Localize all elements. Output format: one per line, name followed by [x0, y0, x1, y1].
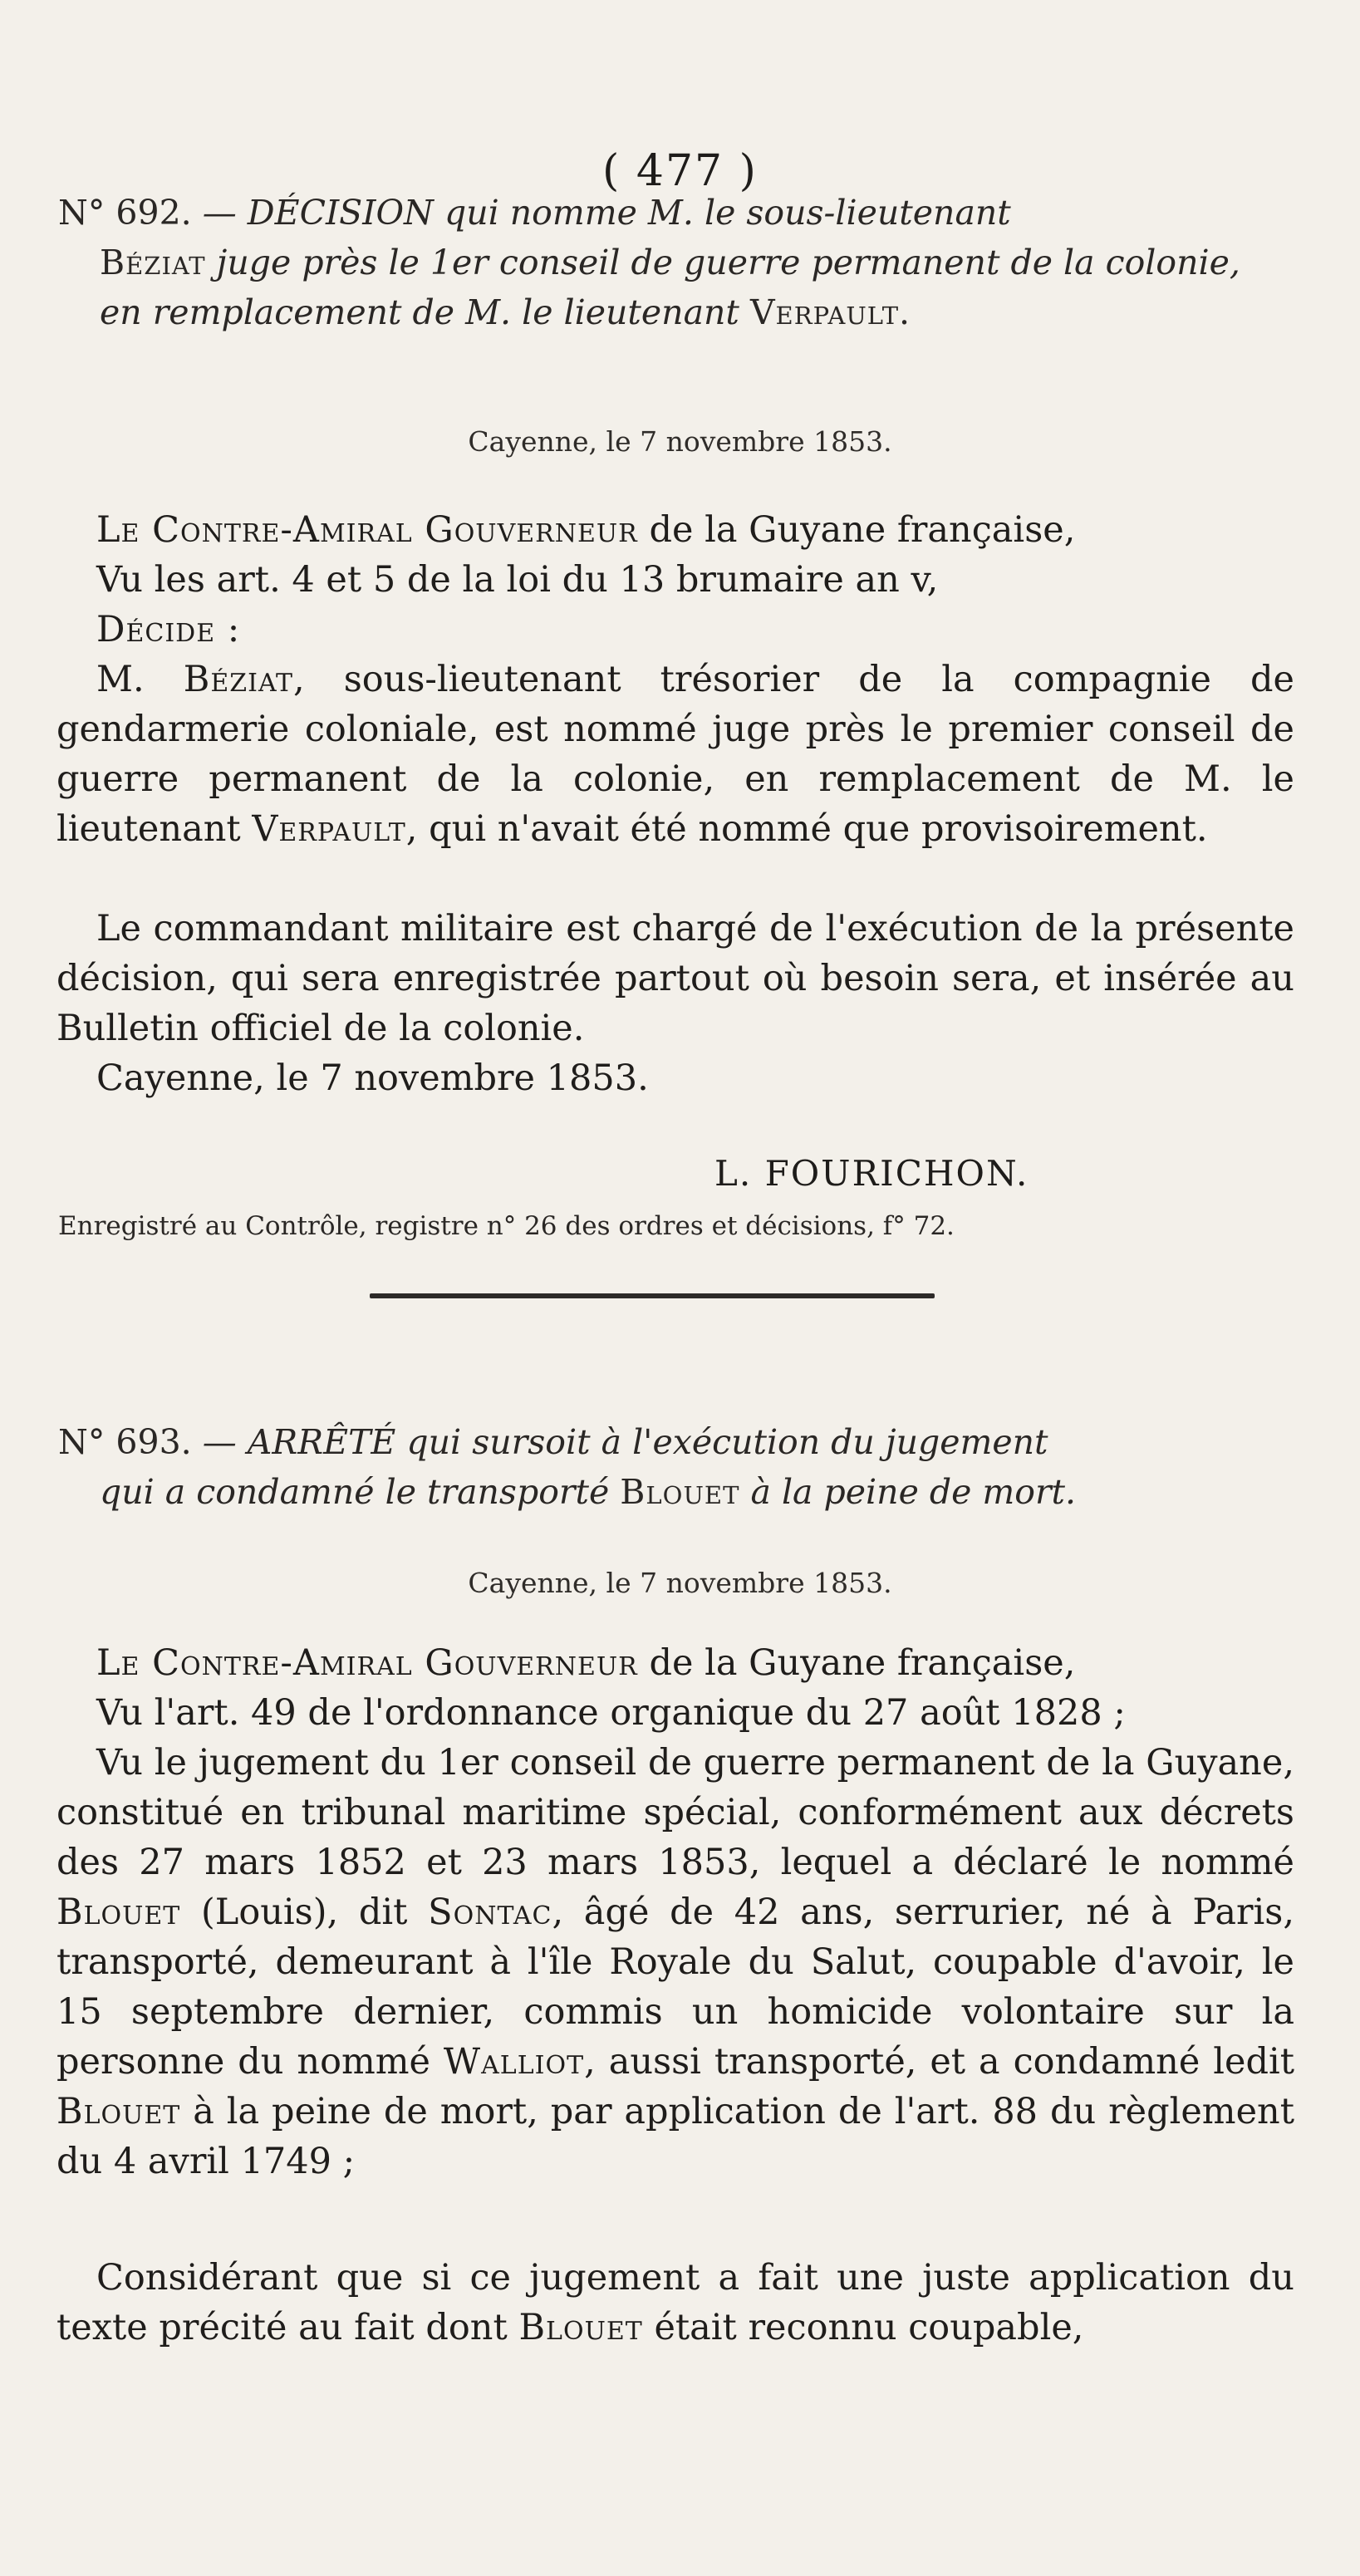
person-name: Blouet: [56, 2091, 181, 2132]
governor-line: Le Contre-Amiral Gouverneur de la Guyane française,: [96, 1642, 1076, 1684]
heading-text: qui a condamné le transporté: [100, 1472, 610, 1512]
person-name: Verpault: [252, 808, 406, 850]
decision-title: ARRÊTÉ: [247, 1422, 396, 1462]
decision-693-heading: [58, 1417, 1288, 1517]
heading-text: à la peine de mort.: [750, 1472, 1077, 1512]
person-name: Blouet: [56, 1892, 181, 1933]
person-name: Blouet: [620, 1472, 740, 1512]
heading-text: qui nomme M. le sous-lieutenant: [444, 193, 1011, 233]
decision-title: DÉCISION: [247, 193, 434, 233]
decision-date: Cayenne, le 7 novembre 1853.: [468, 425, 892, 458]
decide-line: Décide :: [96, 609, 241, 650]
heading-text: juge près le 1er conseil de guerre permanent de la: [216, 243, 1095, 282]
registration-note: Enregistré au Contrôle, registre n° 26 des ordres et décisions, f° 72.: [58, 1211, 955, 1241]
person-name: Béziat: [100, 243, 206, 282]
person-name: Walliot: [443, 2041, 585, 2083]
heading-text: colonie, en remplacement de M. le lieutenant: [100, 243, 1240, 332]
heading-text: qui sursoit à l'exécution du jugement: [406, 1422, 1048, 1462]
governor-title: Le Contre-Amiral Gouverneur: [96, 509, 638, 551]
vu-line: Vu les art. 4 et 5 de la loi du 13 brumaire an v,: [96, 559, 939, 601]
person-name: Verpault.: [749, 292, 911, 332]
vu-line: Vu l'art. 49 de l'ordonnance organique du 27 août 1828 ;: [96, 1692, 1126, 1734]
heading-dash: —: [202, 1422, 237, 1462]
decision-number: N° 693.: [58, 1422, 192, 1462]
execution-paragraph: Le commandant militaire est chargé de l'exécution de la présente décision, qui sera enregistrée partout où besoin sera, et insérée au Bulletin officiel de la colonie.: [56, 908, 1294, 1049]
judgment-paragraph: Vu le jugement du 1er conseil de guerre permanent de la Guyane, constitué en tribunal maritime spécial, conformément aux décrets des 27 mars 1852 et 23 mars 1853, lequel a déclaré le nommé Blouet (Louis), dit Sontac, âgé de 42 ans, serrurier, né à Paris, transporté, demeurant à l'île Royale du Salut, coupable d'avoir, le 15 septembre dernier, commis un homicide volontaire sur la personne du nommé Walliot, aussi transporté, et a condamné ledit Blouet à la peine de mort, par application de l'art. 88 du règlement du 4 avril 1749 ;: [56, 1742, 1295, 2182]
signature: L. FOURICHON.: [714, 1153, 1029, 1194]
person-name: Blouet: [518, 2307, 643, 2348]
governor-title: Le Contre-Amiral Gouverneur: [96, 1642, 638, 1684]
decision-body: M. Béziat, sous-lieutenant trésorier de la compagnie de gendarmerie coloniale, est nommé juge près le premier conseil de guerre permanent de la colonie, en remplacement de M. le lieutenant Verpault, qui n'avait été nommé que provisoirement.: [56, 659, 1295, 850]
governor-line: Le Contre-Amiral Gouverneur de la Guyane française,: [96, 509, 1076, 551]
person-name: Sontac: [428, 1892, 552, 1933]
page-number: ( 477 ): [602, 146, 758, 196]
considering-paragraph: Considérant que si ce jugement a fait une juste application du texte précité au fait dont Blouet était reconnu coupable,: [56, 2257, 1294, 2348]
person-name: Béziat: [183, 659, 293, 700]
decision-date: Cayenne, le 7 novembre 1853.: [468, 1567, 892, 1599]
section-divider: [370, 1293, 935, 1298]
heading-dash: —: [202, 193, 237, 233]
decision-692-heading: [58, 188, 1288, 337]
closing-date: Cayenne, le 7 novembre 1853.: [96, 1057, 649, 1099]
decision-number: N° 692.: [58, 193, 192, 233]
